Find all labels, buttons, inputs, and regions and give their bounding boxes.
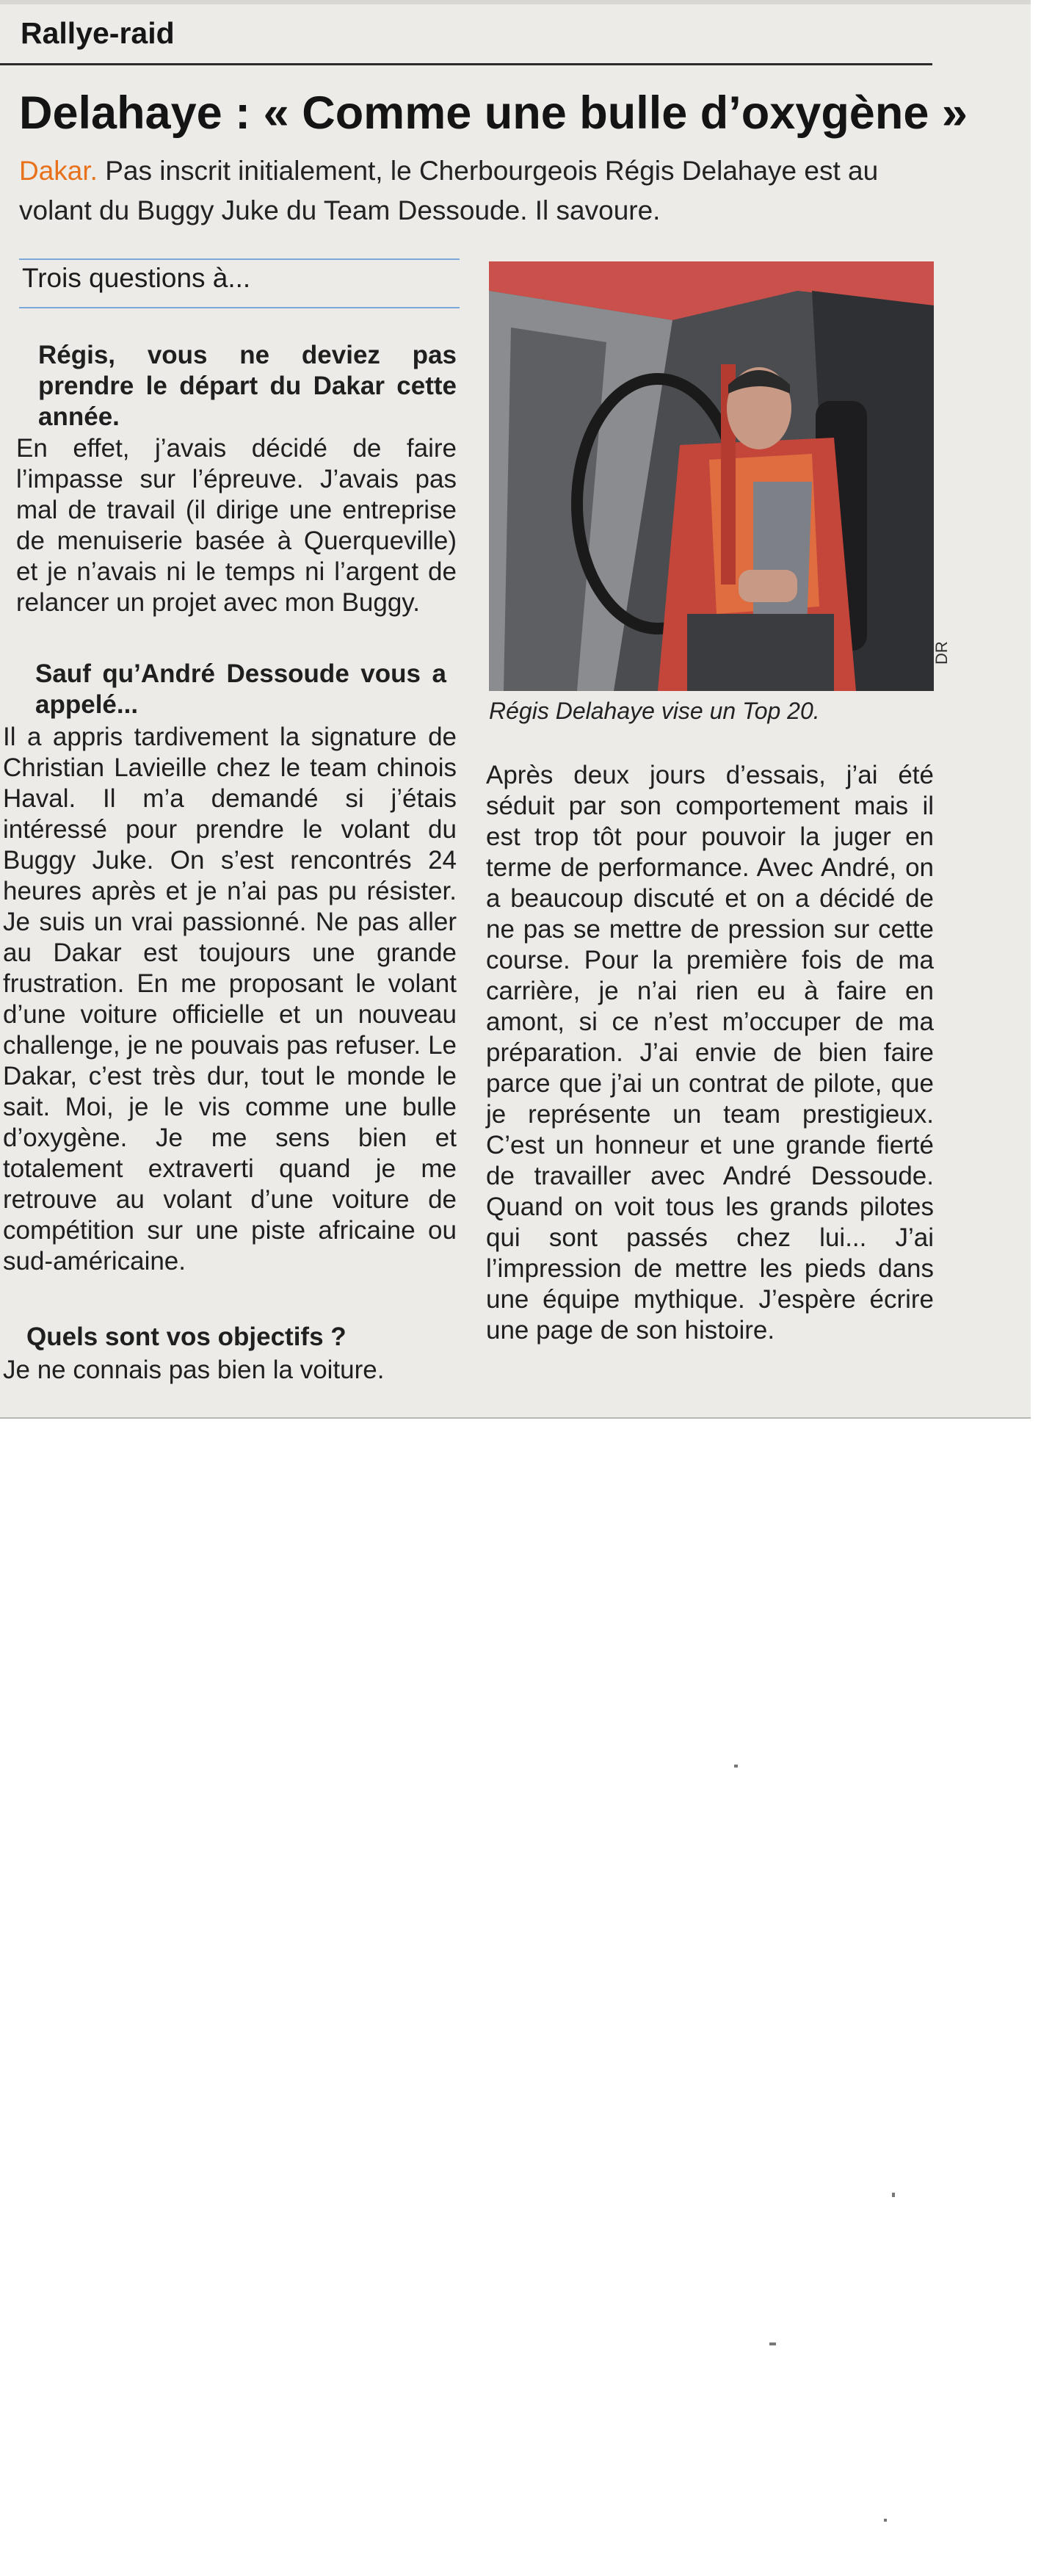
interview-box-label: Trois questions à... (22, 263, 251, 293)
question-3: Quels sont vos objectifs ? (26, 1323, 347, 1351)
photo-caption: Régis Delahaye vise un Top 20. (489, 698, 820, 724)
article-headline: Delahaye : « Comme une bulle d’oxygène » (19, 87, 968, 139)
box-top-rule (19, 258, 460, 260)
scan-speck (892, 2193, 895, 2197)
answer-2: Il a appris tardivement la signature de Christian Lavieille chez le team chinois Haval. Il m’a demandé si j’étais intéressé pour prendre le volant du Buggy Juke. On s’est rencontrés 24 heures après et je n’ai pas pu résister. Je suis un vrai passionné. Ne pas aller au Dakar est toujours une grande frustration. En me proposant le volant d’une voiture officielle et un nouveau challenge, je ne pouvais pas refuser. Le Dakar, c’est très dur, tout le monde le sait. Moi, je le vis comme une bulle d’oxygène. Je me sens bien et totalement extraverti quand je me retrouve au volant d’une voiture de compétition sur une piste africaine ou sud-américaine. (3, 723, 457, 1276)
clipping-top-edge (0, 0, 1031, 4)
article-standfirst (19, 151, 929, 231)
standfirst-text: Pas inscrit initialement, le Cherbourgeois Régis Delahaye est au volant du Buggy Juke du Team Dessoude. Il savoure. (19, 156, 879, 225)
driver-photo (489, 261, 934, 691)
photo-credit: DR (932, 641, 951, 665)
standfirst-kicker: Dakar. (19, 156, 98, 186)
answer-3-continued: Après deux jours d’essais, j’ai été séduit par son comportement mais il est trop tôt pour pouvoir la juger en terme de performance. Avec André, on a beaucoup discuté et on a décidé de ne pas se mettre de pression sur cette course. Pour la première fois de ma carrière, je n’ai rien eu à faire en amont, si ce n’est m’occuper de ma préparation. J’ai envie de bien faire parce que j’ai un contrat de pilote, que je représente un team prestigieux. C’est un honneur et une grande fierté de travailler avec André Dessoude. Quand on voit tous les grands pilotes qui sont passés chez lui... J’ai l’impression de mettre les pieds dans une équipe mythique. J’espère écrire une page de son histoire. (486, 761, 934, 1345)
box-bottom-rule (19, 307, 460, 308)
driver-in-cockpit-image (489, 261, 934, 691)
scan-speck (884, 2519, 887, 2522)
question-1: Régis, vous ne deviez pas prendre le départ du Dakar cette année. (38, 341, 457, 431)
rubric-divider (0, 63, 932, 65)
scan-speck (769, 2342, 776, 2345)
answer-3: Je ne connais pas bien la voiture. (3, 1356, 385, 1384)
question-2: Sauf qu’André Dessoude vous a appelé... (35, 659, 446, 719)
section-rubric: Rallye-raid (21, 16, 175, 50)
answer-1: En effet, j’avais décidé de faire l’impasse sur l’épreuve. J’avais pas mal de travail (il dirige une entreprise de menuiserie basée à Querqueville) et je n’avais ni le temps ni l’argent de relancer un projet avec mon Buggy. (16, 434, 457, 617)
scan-speck (734, 1765, 738, 1768)
